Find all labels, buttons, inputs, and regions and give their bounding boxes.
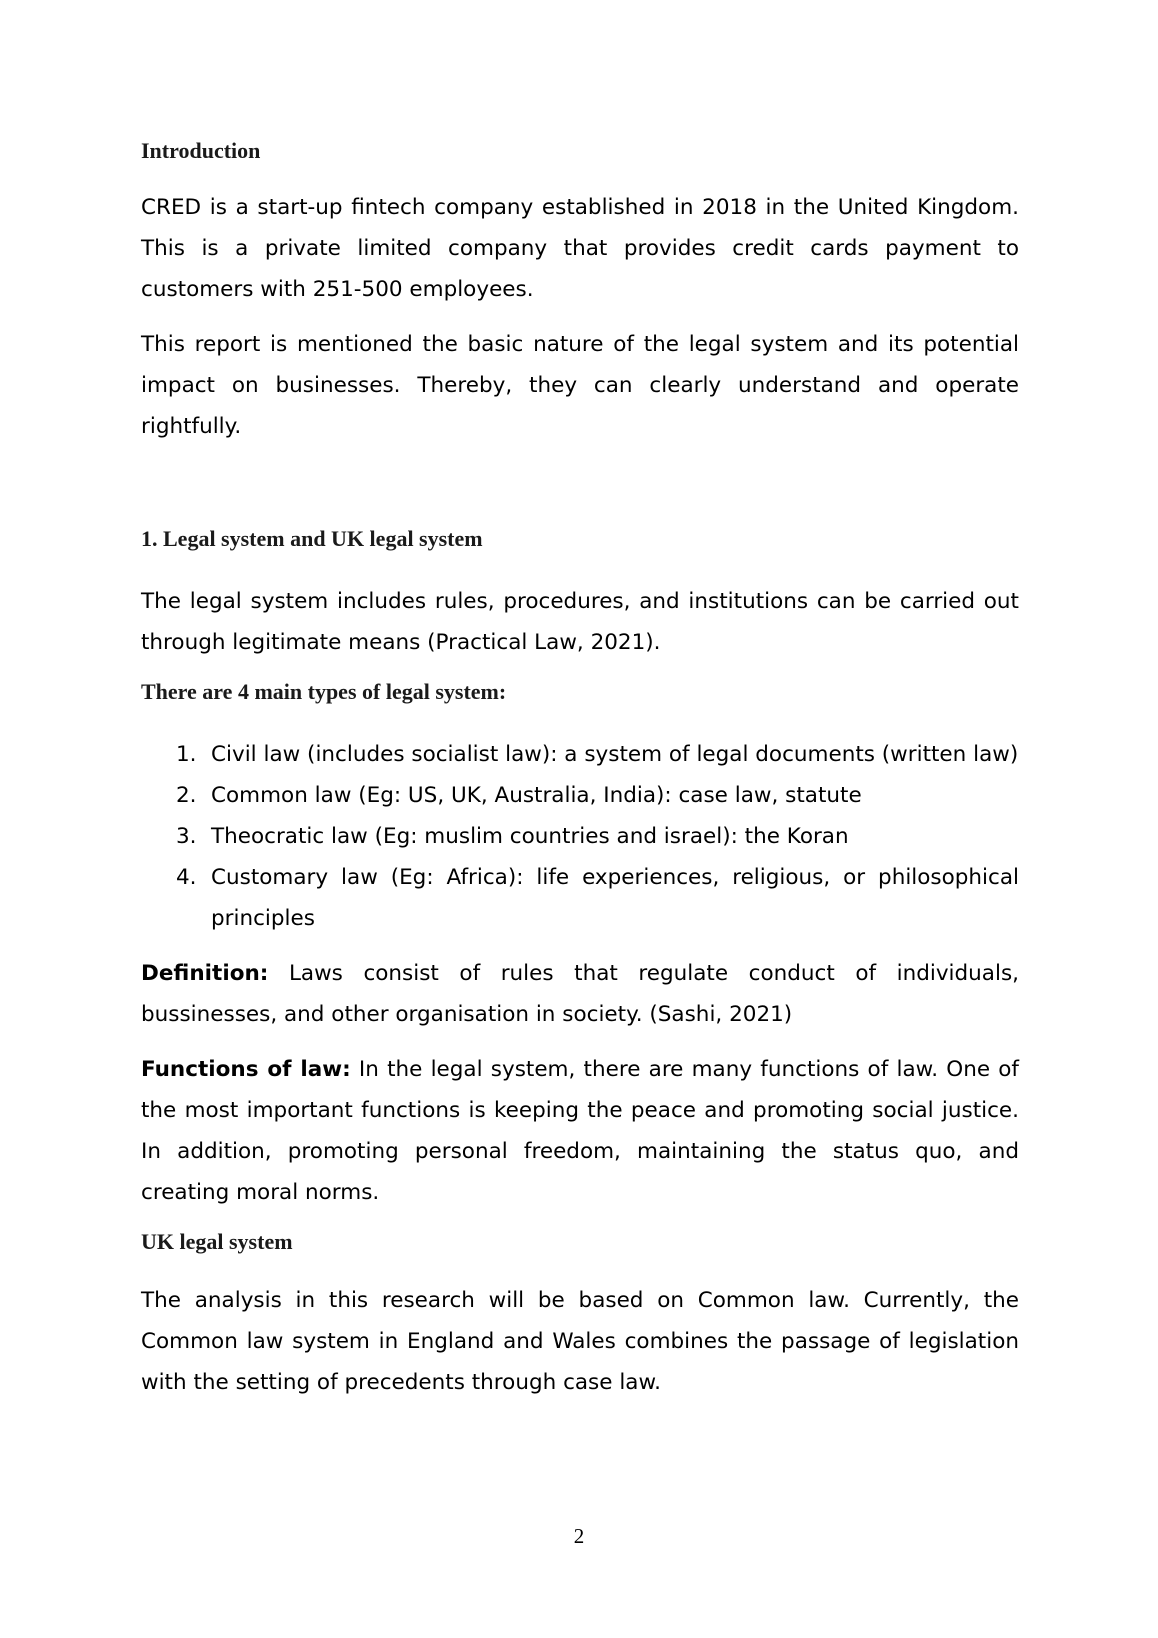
document-page (141, 138, 1019, 1403)
legal-system-paragraph: The legal system includes rules, procedures, and institutions can be carried out through legitimate means (Practical Law, 2021). (141, 589, 1019, 655)
list-item (141, 775, 1019, 816)
functions-label: Functions of law: (141, 1057, 351, 1082)
definition-paragraph (141, 953, 1019, 1035)
list-item-text: Theocratic law (Eg: muslim countries and israel): the Koran (211, 824, 849, 849)
definition-text: Laws consist of rules that regulate conduct of individuals, bussinesses, and other organisation in society. (Sashi, 2021) (141, 961, 1019, 1027)
legal-system-types-list (141, 734, 1019, 939)
functions-text: In the legal system, there are many functions of law. One of the most important functions is keeping the peace and promoting social justice. In addition, promoting personal freedom, maintaining the status quo, and creating moral norms. (141, 1057, 1019, 1205)
definition-label: Definition: (141, 961, 269, 986)
section-1-heading: 1. Legal system and UK legal system (141, 526, 483, 551)
intro-paragraph-1: CRED is a start-up fintech company established in 2018 in the United Kingdom. This is a private limited company that provides credit cards payment to customers with 251-500 employees. (141, 195, 1019, 302)
list-item-number: 2. (176, 783, 197, 808)
introduction-heading: Introduction (141, 138, 261, 163)
list-item (141, 857, 1019, 939)
functions-paragraph (141, 1049, 1019, 1213)
list-item-text: Customary law (Eg: Africa): life experiences, religious, or philosophical principles (211, 865, 1019, 931)
list-item (141, 734, 1019, 775)
list-item (141, 816, 1019, 857)
list-item-number: 1. (176, 742, 197, 767)
list-item-text: Civil law (includes socialist law): a system of legal documents (written law) (211, 742, 1019, 767)
intro-paragraph-2: This report is mentioned the basic nature of the legal system and its potential impact on businesses. Thereby, they can clearly understand and operate rightfully. (141, 332, 1019, 439)
list-item-text: Common law (Eg: US, UK, Australia, India): case law, statute (211, 783, 862, 808)
uk-legal-system-paragraph: The analysis in this research will be based on Common law. Currently, the Common law system in England and Wales combines the passage of legislation with the setting of precedents through case law. (141, 1288, 1019, 1395)
list-item-number: 3. (176, 824, 197, 849)
page-number: 2 (573, 1524, 585, 1548)
list-item-number: 4. (176, 865, 197, 890)
uk-legal-system-heading: UK legal system (141, 1229, 293, 1254)
types-heading: There are 4 main types of legal system: (141, 679, 507, 704)
